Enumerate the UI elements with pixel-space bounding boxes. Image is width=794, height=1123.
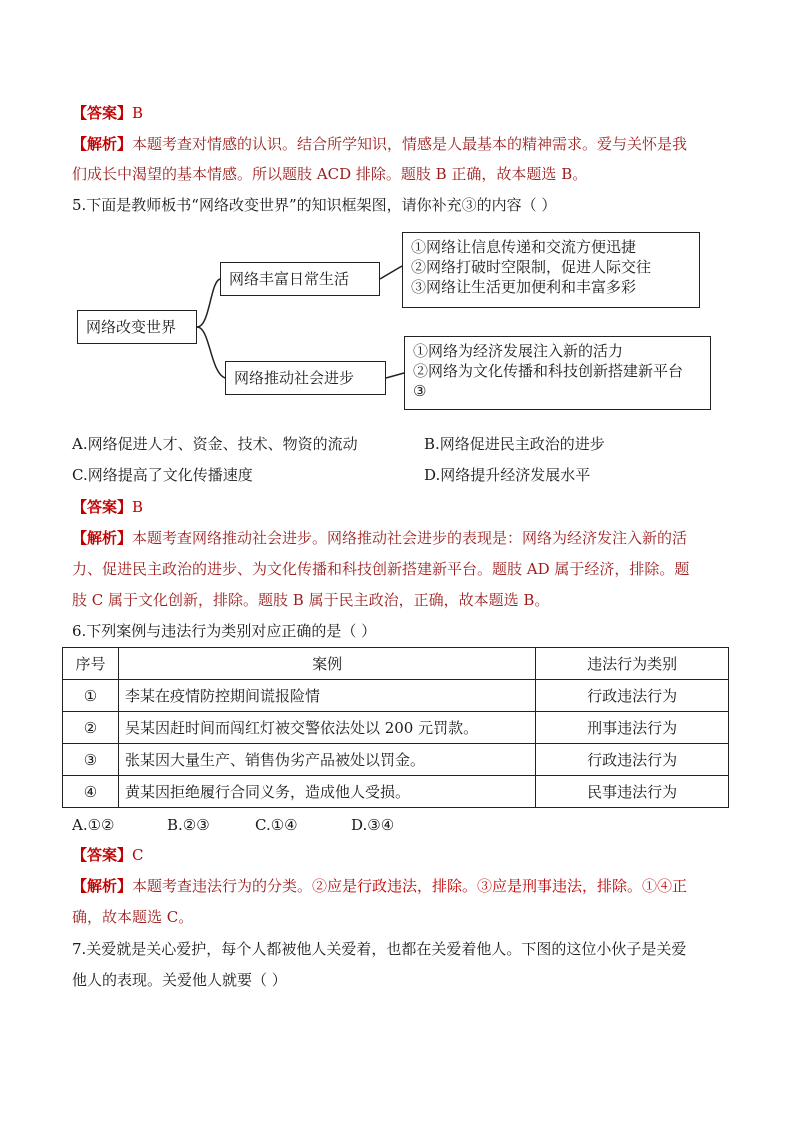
diagram-item: ③ bbox=[413, 382, 427, 400]
table-row bbox=[63, 680, 729, 712]
diagram-root-node: 网络改变世界 bbox=[77, 310, 197, 344]
q6-option-b: B.②③ bbox=[167, 816, 210, 834]
diagram-item: ①网络为经济发展注入新的活力 bbox=[413, 342, 624, 360]
analysis-tag: 【解析】 bbox=[72, 529, 133, 547]
table-cell: 李某在疫情防控期间谎报险情 bbox=[118, 680, 535, 712]
analysis-text: 本题考查对情感的认识。结合所学知识，情感是人最基本的精神需求。爱与关怀是我 bbox=[132, 135, 688, 153]
table-cell: 刑事违法行为 bbox=[536, 712, 729, 744]
answer-tag: 【答案】 bbox=[72, 846, 133, 864]
diagram-item: ①网络让信息传递和交流方便迅捷 bbox=[411, 238, 637, 256]
answer-tag: 【答案】 bbox=[72, 498, 133, 516]
analysis-text-highlight: ②应是行政违法，排除。③应是刑事违法，排除。①④正 bbox=[312, 877, 688, 895]
q5-option-b: B.网络促进民主政治的进步 bbox=[424, 435, 605, 453]
table-row bbox=[63, 776, 729, 808]
table-cell: ② bbox=[63, 712, 119, 744]
table-header-cell: 案例 bbox=[118, 648, 535, 680]
diagram-branch1-node: 网络丰富日常生活 bbox=[220, 262, 380, 296]
q5-stem: 5.下面是教师板书“网络改变世界”的知识框架图，请你补充③的内容（ ） bbox=[72, 196, 557, 214]
q6-answer bbox=[72, 845, 732, 865]
answer-tag: 【答案】 bbox=[72, 104, 133, 122]
q5-analysis-line2: 力、促进民主政治的进步、为文化传播和科技创新搭建新平台。题肢 AD 属于经济，排除。题 bbox=[72, 560, 690, 578]
q7-stem-line1: 7.关爱就是关心爱护，每个人都被他人关爱着，也都在关爱着他人。下图的这位小伙子是关爱 bbox=[72, 940, 687, 958]
analysis-text: 本题考查网络推动社会进步。网络推动社会进步的表现是：网络为经济发注入新的活 bbox=[132, 529, 688, 547]
analysis-tag: 【解析】 bbox=[72, 877, 133, 895]
diagram-item: ②网络为文化传播和科技创新搭建新平台 bbox=[413, 362, 684, 380]
table-cell: 黄某因拒绝履行合同义务，造成他人受损。 bbox=[118, 776, 535, 808]
q6-option-d: D.③④ bbox=[351, 816, 395, 834]
table-cell: ④ bbox=[63, 776, 119, 808]
q6-option-c: C.①④ bbox=[255, 816, 298, 834]
q5-answer bbox=[72, 497, 732, 517]
table-header-cell: 违法行为类别 bbox=[536, 648, 729, 680]
q5-option-c: C.网络提高了文化传播速度 bbox=[72, 466, 253, 484]
q5-analysis-line1 bbox=[72, 528, 732, 548]
q6-option-a: A.①② bbox=[72, 816, 115, 834]
q7-stem-line2: 他人的表现。关爱他人就要（ ） bbox=[72, 971, 287, 989]
diagram-item: ②网络打破时空限制，促进人际交往 bbox=[411, 258, 652, 276]
q5-option-d: D.网络提升经济发展水平 bbox=[424, 466, 591, 484]
answer-value: C bbox=[132, 846, 144, 864]
diagram-item: ③网络让生活更加便利和丰富多彩 bbox=[411, 278, 637, 296]
answer-value: B bbox=[132, 498, 144, 516]
analysis-tag: 【解析】 bbox=[72, 135, 133, 153]
q5-analysis-line3: 肢 C 属于文化创新，排除。题肢 B 属于民主政治，正确，故本题选 B。 bbox=[72, 591, 550, 609]
q4-analysis-line2: 们成长中渴望的基本情感。所以题肢 ACD 排除。题肢 B 正确，故本题选 B。 bbox=[72, 165, 588, 183]
table-row bbox=[63, 744, 729, 776]
table-cell: ③ bbox=[63, 744, 119, 776]
diagram-branch2-node: 网络推动社会进步 bbox=[225, 361, 386, 395]
table-header-row bbox=[63, 648, 729, 680]
q6-analysis-line1 bbox=[72, 876, 732, 896]
table-cell: 行政违法行为 bbox=[536, 680, 729, 712]
table-cell: ① bbox=[63, 680, 119, 712]
table-cell: 民事违法行为 bbox=[536, 776, 729, 808]
answer-value: B bbox=[132, 104, 144, 122]
table-cell: 行政违法行为 bbox=[536, 744, 729, 776]
q6-stem: 6.下列案例与违法行为类别对应正确的是（ ） bbox=[72, 622, 377, 640]
diagram-branch2-items bbox=[404, 336, 711, 410]
analysis-text: 本题考查违法行为的分类。 bbox=[132, 877, 313, 895]
q6-analysis-line2: 确，故本题选 C。 bbox=[72, 908, 194, 926]
diagram-branch1-items bbox=[402, 232, 700, 308]
table-cell: 吴某因赶时间而闯红灯被交警依法处以 200 元罚款。 bbox=[118, 712, 535, 744]
table-header-cell: 序号 bbox=[63, 648, 119, 680]
q5-option-a: A.网络促进人才、资金、技术、物资的流动 bbox=[72, 435, 358, 453]
table-cell: 张某因大量生产、销售伪劣产品被处以罚金。 bbox=[118, 744, 535, 776]
case-table bbox=[62, 647, 729, 808]
table-row bbox=[63, 712, 729, 744]
